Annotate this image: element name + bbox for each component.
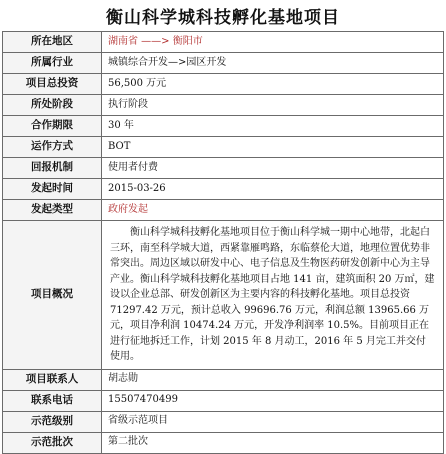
row-value-level: 省级示范项目	[102, 411, 444, 432]
table-row-return	[3, 158, 444, 179]
table-row-region	[3, 32, 444, 53]
table-row-batch	[3, 432, 444, 453]
row-label: 发起类型	[3, 200, 102, 221]
row-value-industry: 城镇综合开发—>园区开发	[102, 53, 444, 74]
table-row-investment	[3, 74, 444, 95]
row-value-stage: 执行阶段	[102, 95, 444, 116]
row-label: 运作方式	[3, 137, 102, 158]
row-value-date: 2015-03-26	[102, 179, 444, 200]
table-row-initiator	[3, 200, 444, 221]
table-row-date	[3, 179, 444, 200]
table-row-level	[3, 411, 444, 432]
table-row-operation	[3, 137, 444, 158]
table-row-contact	[3, 369, 444, 390]
row-label: 项目总投资	[3, 74, 102, 95]
row-label: 联系电话	[3, 390, 102, 411]
table-row-term	[3, 116, 444, 137]
row-label: 所在地区	[3, 32, 102, 53]
row-label: 回报机制	[3, 158, 102, 179]
row-label: 发起时间	[3, 179, 102, 200]
row-value-investment: 56,500 万元	[102, 74, 444, 95]
row-label: 项目概况	[3, 221, 102, 370]
row-value-return: 使用者付费	[102, 158, 444, 179]
row-label: 所属行业	[3, 53, 102, 74]
row-value-term: 30 年	[102, 116, 444, 137]
row-label: 合作期限	[3, 116, 102, 137]
row-value-batch: 第二批次	[102, 432, 444, 453]
page-title: 衡山科学城科技孵化基地项目	[106, 7, 340, 28]
row-value-phone: 15507470499	[102, 390, 444, 411]
row-label: 示范级别	[3, 411, 102, 432]
row-value-region: 湖南省 ——> 衡阳市	[102, 32, 444, 53]
row-label: 示范批次	[3, 432, 102, 453]
row-value-operation: BOT	[102, 137, 444, 158]
table-row-industry	[3, 53, 444, 74]
row-value-contact: 胡志勋	[102, 369, 444, 390]
project-info-table	[2, 31, 444, 454]
row-value-initiator: 政府发起	[102, 200, 444, 221]
row-label: 项目联系人	[3, 369, 102, 390]
project-overview-text: 衡山科学城科技孵化基地项目位于衡山科学城一期中心地带，北起白三环，南至科学城大道，西紧靠雁鸣路，东临蔡伦大道，地理位置优势非常突出。周边区域以研发中心、电子信息及生物医药研发创新中心为主导产业。衡山科学城科技孵化基地项目占地 141 亩，建筑面积 20 万㎡，建设以企业总部、研发创新区为主要内容的科技孵化基地。项目总投资 71297.42 万元，预计总收入 99696.76 万元，利润总额 13965.66 万元，项目净利润 10474.24 万元，开发净利润率 10.5%。目前项目正在进行征地拆迁工作，计划 2015 年 8 月动工，2016 年 5 月完工并交付使用。	[102, 221, 444, 370]
table-row-phone	[3, 390, 444, 411]
table-row-stage	[3, 95, 444, 116]
row-label: 所处阶段	[3, 95, 102, 116]
table-row-overview	[3, 221, 444, 370]
